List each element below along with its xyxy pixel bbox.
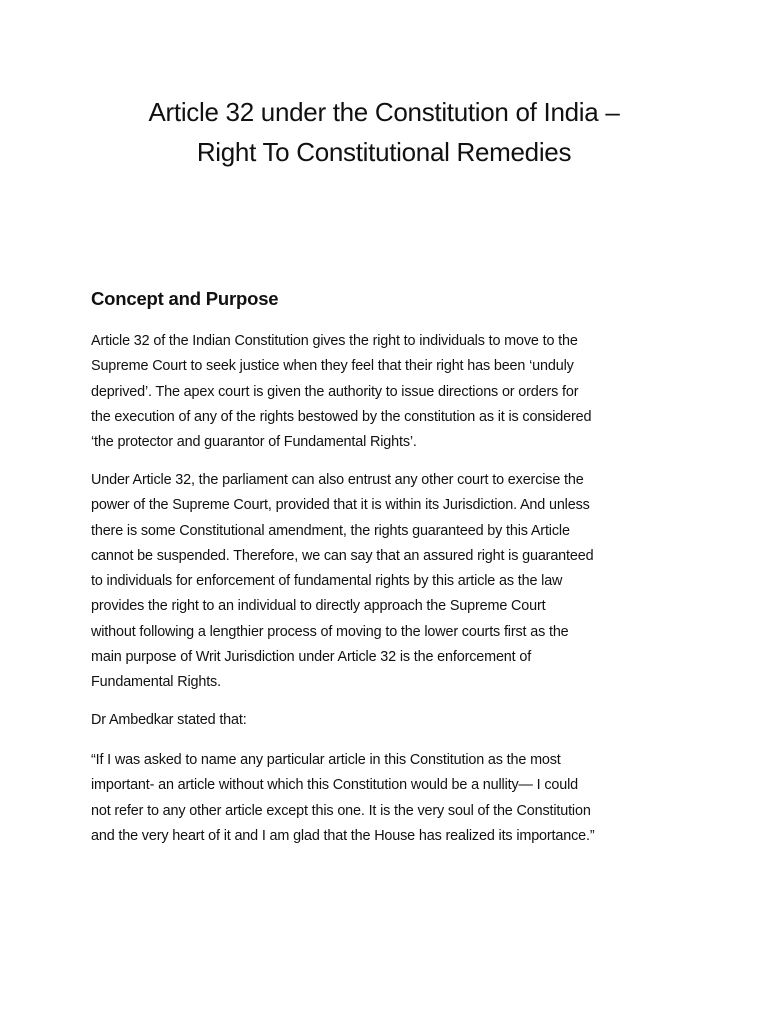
paragraph-line: without following a lengthier process of moving to the lower courts first as the [91, 623, 569, 640]
paragraph-quote [91, 748, 691, 849]
paragraph-line: Fundamental Rights. [91, 674, 221, 691]
paragraph-intro [91, 329, 691, 455]
paragraph-line: important- an article without which this Constitution would be a nullity— I could [91, 777, 578, 794]
paragraph-line: not refer to any other article except this one. It is the very soul of the Constitution [91, 802, 591, 819]
document-title-line-1: Article 32 under the Constitution of India – [148, 97, 620, 127]
document-title-line-2: Right To Constitutional Remedies [196, 137, 572, 167]
paragraph-line: ‘the protector and guarantor of Fundamental Rights’. [91, 434, 417, 451]
paragraph-line: main purpose of Writ Jurisdiction under Article 32 is the enforcement of [91, 649, 532, 666]
paragraph-line: “If I was asked to name any particular article in this Constitution as the most [91, 752, 561, 768]
section-heading: Concept and Purpose [91, 288, 279, 309]
paragraph-line: power of the Supreme Court, provided that it is within its Jurisdiction. And unless [91, 497, 590, 514]
paragraph-line: cannot be suspended. Therefore, we can say that an assured right is guaranteed [91, 547, 594, 564]
paragraph-line: Supreme Court to seek justice when they feel that their right has been ‘unduly [91, 358, 574, 375]
paragraph-line: Article 32 of the Indian Constitution gives the right to individuals to move to the [91, 333, 578, 349]
paragraph-line: and the very heart of it and I am glad that the House has realized its importance.” [91, 827, 595, 844]
paragraph-line: provides the right to an individual to directly approach the Supreme Court [91, 598, 546, 615]
paragraph-parliament [91, 468, 691, 696]
paragraph-line: Under Article 32, the parliament can also entrust any other court to exercise the [91, 472, 584, 488]
paragraph-line: the execution of any of the rights bestowed by the constitution as it is considered [91, 408, 592, 425]
paragraph-line: there is some Constitutional amendment, the rights guaranteed by this Article [91, 522, 570, 539]
paragraph-line: to individuals for enforcement of fundamental rights by this article as the law [91, 573, 563, 590]
paragraph-ambedkar-intro [91, 708, 691, 733]
document-title [60, 92, 708, 172]
paragraph-line: deprived’. The apex court is given the authority to issue directions or orders for [91, 383, 579, 400]
paragraph-line: Dr Ambedkar stated that: [91, 712, 247, 728]
